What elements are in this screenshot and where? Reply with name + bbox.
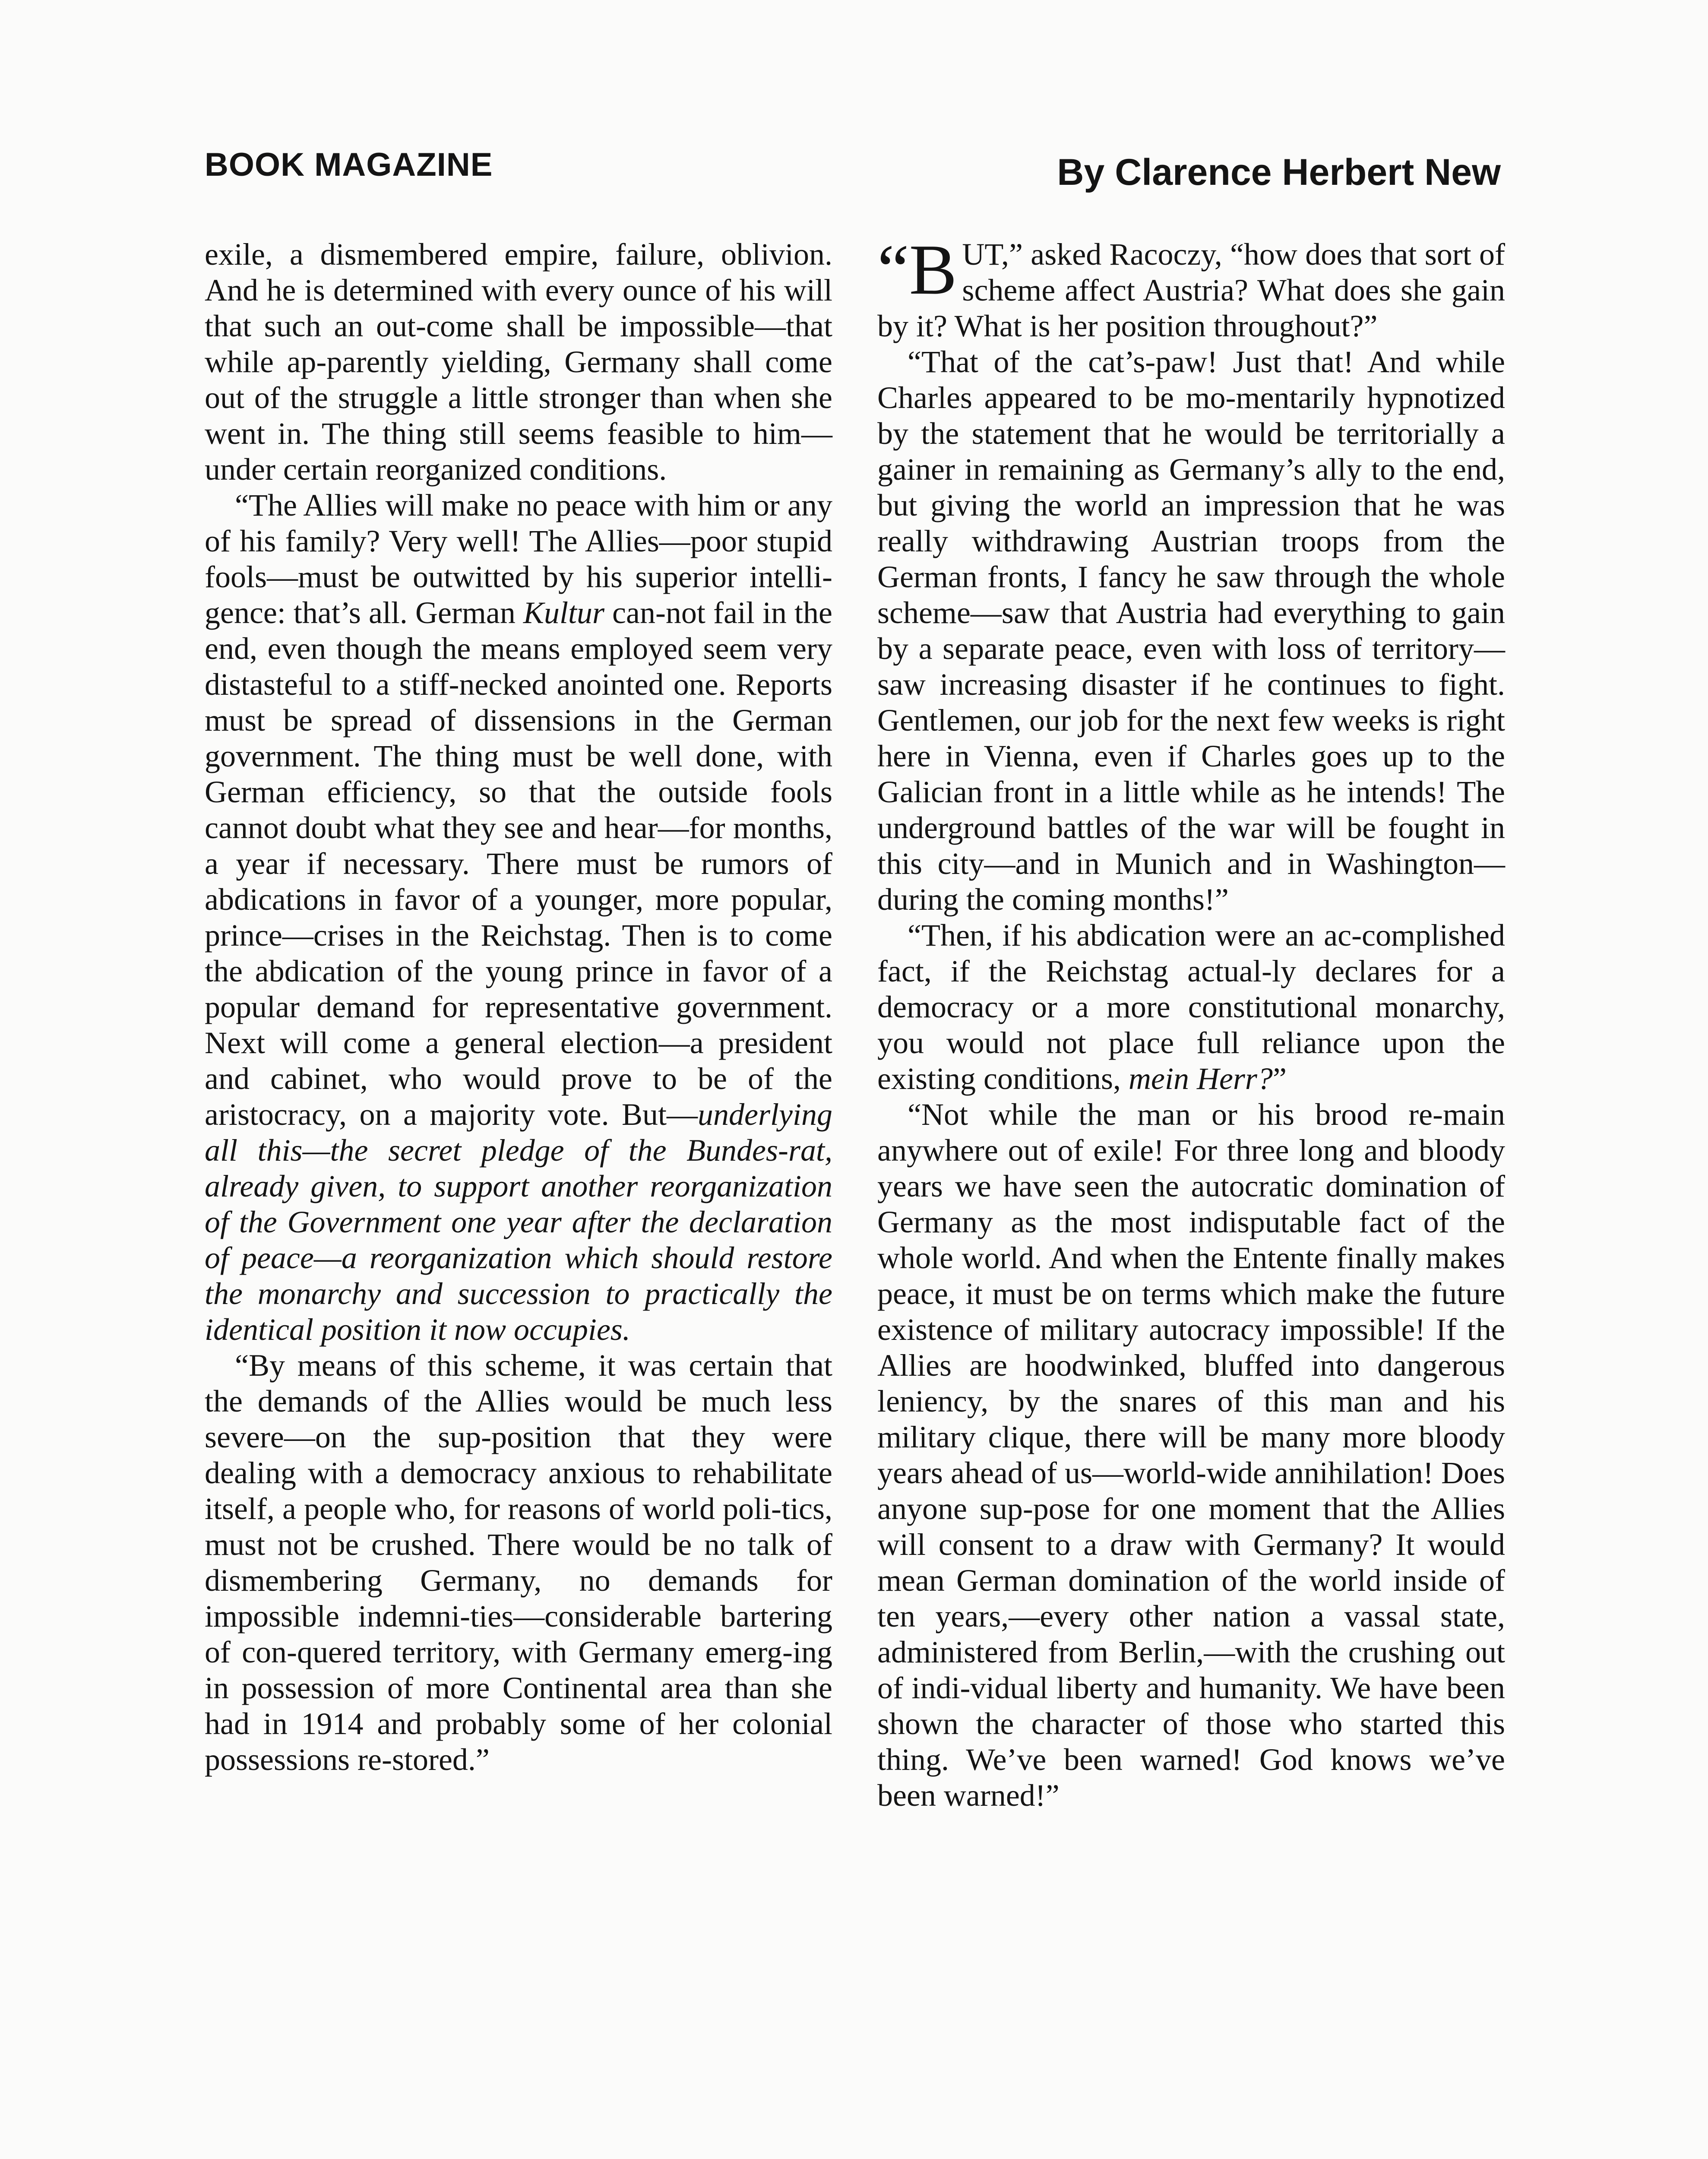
text-run: “Then, if his abdication were an ac-complished fact, if the Reichstag actual-ly declares for a democracy or a more constitutional monarchy, you would not place full reliance upon the existing conditions, bbox=[877, 918, 1505, 1096]
running-head bbox=[205, 142, 1501, 199]
italic-text: mein Herr? bbox=[1128, 1061, 1273, 1096]
drop-cap bbox=[877, 230, 957, 309]
text-run: “The Allies will make no peace with him or any of his family? Very well! The Allies—poor stupid fools—must be outwitted by his superior intelli-gence: that’s all. German bbox=[205, 488, 832, 630]
right-column bbox=[877, 230, 1505, 1814]
drop-cap-letter: B bbox=[909, 230, 957, 309]
paragraph: exile, a dismembered empire, failure, oblivion. And he is determined with every ounce of his will that such an out-come shall be impossible—that while ap-parently yielding, Germany shall come out of the struggle a little stronger than when she went in. The thing still seems feasible to him—under certain reorganized conditions. bbox=[205, 237, 832, 487]
paragraph: “By means of this scheme, it was certain that the demands of the Allies would be much less severe—on the sup-position that they were dealing with a democracy anxious to rehabilitate itself, a people who, for reasons of world poli-tics, must not be crushed. There would be no talk of dismembering Germany, no demands for impossible indemni-ties—considerable bartering of con-quered territory, with Germany emerg-ing in possession of more Continental area than she had in 1914 and probably some of her colonial possessions re-stored.” bbox=[205, 1348, 832, 1777]
magazine-title: BOOK MAGAZINE bbox=[205, 146, 493, 183]
italic-text: Kultur bbox=[523, 595, 604, 630]
text-run: UT,” asked Racoczy, “how does that sort of scheme affect Austria? What does she gain by it? What is her position throughout?” bbox=[877, 237, 1505, 343]
paragraph: “Not while the man or his brood re-main anywhere out of exile! For three long and bloody years we have seen the autocratic domination of Germany as the most indisputable fact of the whole world. And when the Entente finally makes peace, it must be on terms which make the future existence of military autocracy impossible! If the Allies are hoodwinked, bluffed into dangerous leniency, by the snares of this man and his military clique, there will be many more bloody years ahead of us—world-wide annihilation! Does anyone sup-pose for one moment that the Allies will consent to a draw with Germany? It would mean German domination of the world inside of ten years,—every other nation a vassal state, administered from Berlin,—with the crushing out of indi-vidual liberty and humanity. We have been shown the character of those who started this thing. We’ve been warned! God knows we’ve been warned!” bbox=[877, 1097, 1505, 1813]
paragraph bbox=[205, 488, 832, 1348]
paragraph: “That of the cat’s-paw! Just that! And while Charles appeared to be mo-mentarily hypnotized by the statement that he would be territorially a gainer in remaining as Germany’s ally to the end, but giving the world an impression that he was really withdrawing Austrian troops from the German fronts, I fancy he saw through the whole scheme—saw that Austria had everything to gain by a separate peace, even with loss of territory—saw increasing disaster if he continues to fight. Gentlemen, our job for the next few weeks is right here in Vienna, even if Charles goes up to the Galician front in a little while as he intends! The underground battles of the war will be fought in this city—and in Munich and in Washington—during the coming months!” bbox=[877, 345, 1505, 917]
open-quote: “ bbox=[877, 230, 909, 309]
text-run: ” bbox=[1272, 1061, 1287, 1096]
paragraph bbox=[877, 230, 1505, 344]
author-byline: By Clarence Herbert New bbox=[1057, 152, 1501, 193]
text-run: can-not fail in the end, even though the means employed seem very distasteful to a stiff-necked anointed one. Reports must be spread of dissensions in the German government. The thing must be well done, with German efficiency, so that the outside fools cannot doubt what they see and hear—for months, a year if necessary. There must be rumors of abdications in favor of a younger, more popular, prince—crises in the Reichstag. Then is to come the abdication of the young prince in favor of a popular demand for representative government. Next will come a general election—a president and cabinet, who would prove to be of the aristocracy, on a majority vote. But— bbox=[205, 595, 832, 1132]
paragraph bbox=[877, 918, 1505, 1097]
left-column bbox=[205, 237, 832, 1778]
italic-text: underlying all this—the secret pledge of the Bundes-rat, already given, to support another reorganization of the Government one year after the declaration of peace—a reorganization which should restore the monarchy and succession to practically the identical position it now occupies. bbox=[205, 1097, 832, 1347]
